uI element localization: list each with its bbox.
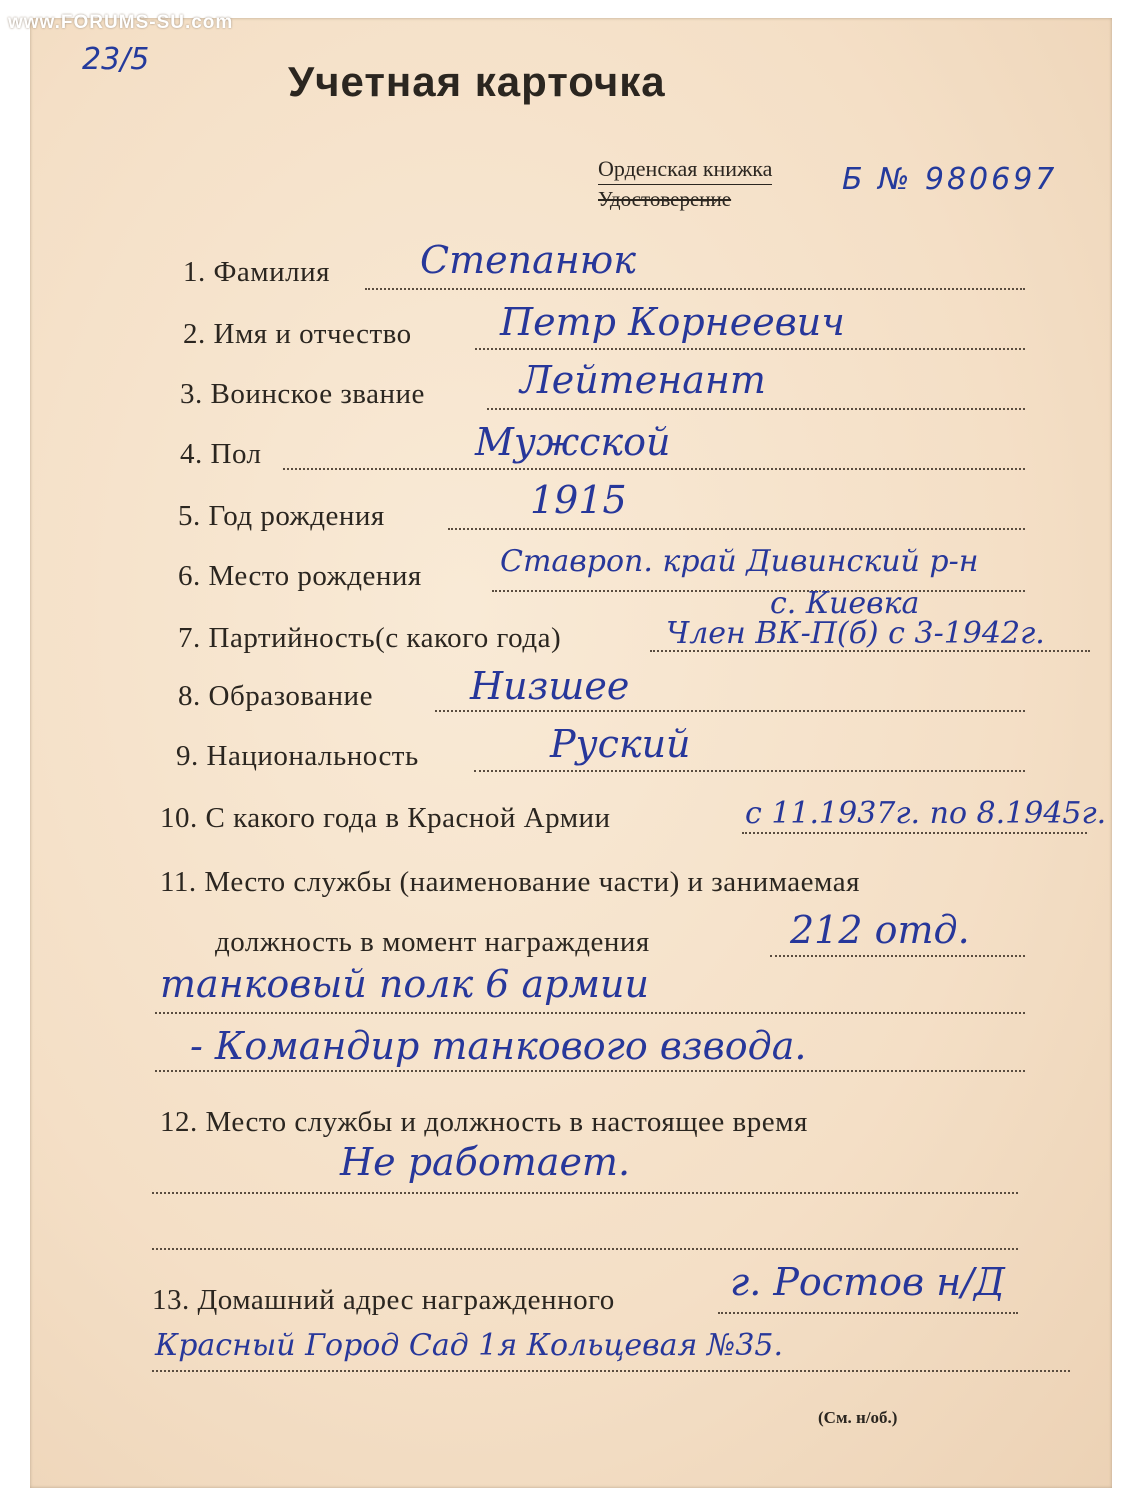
field-line bbox=[770, 955, 1025, 957]
field-line bbox=[152, 1370, 1070, 1372]
field-line bbox=[435, 710, 1025, 712]
field-line bbox=[474, 770, 1025, 772]
field-value-current-job: Не работает. bbox=[340, 1140, 631, 1184]
field-label-education: 8. Образование bbox=[178, 680, 373, 712]
order-book-block bbox=[598, 156, 772, 212]
field-label-home-address: 13. Домашний адрес награжденного bbox=[152, 1284, 615, 1316]
field-line bbox=[155, 1070, 1025, 1072]
watermark: www.FORUMS-SU.com bbox=[8, 12, 234, 33]
field-value-gender: Мужской bbox=[475, 420, 671, 464]
field-label-party: 7. Партийность(с какого года) bbox=[178, 622, 562, 654]
field-value-party: Член ВК-П(б) с 3-1942г. bbox=[666, 616, 1045, 651]
field-value-birthplace: Ставроп. край Дивинский р-н bbox=[500, 544, 979, 579]
field-value-name: Петр Корнеевич bbox=[500, 300, 845, 344]
field-line bbox=[742, 832, 1087, 834]
field-line bbox=[492, 590, 1025, 592]
field-value-surname: Степанюк bbox=[420, 238, 636, 282]
corner-annotation: 23/5 bbox=[82, 42, 150, 77]
field-label-position: должность в момент награждения bbox=[215, 926, 650, 958]
field-value-city: г. Ростов н/Д bbox=[730, 1260, 1005, 1304]
footnote: (См. н/об.) bbox=[818, 1408, 898, 1427]
field-value-nationality: Руский bbox=[550, 722, 691, 766]
field-line bbox=[475, 348, 1025, 350]
field-line bbox=[448, 528, 1025, 530]
field-label-service-place: 11. Место службы (наименование части) и занимаемая bbox=[160, 866, 860, 898]
field-label-current-job: 12. Место службы и должность в настоящее время bbox=[160, 1106, 808, 1138]
field-line bbox=[152, 1248, 1018, 1250]
field-value-birth-year: 1915 bbox=[530, 478, 627, 522]
field-label-gender: 4. Пол bbox=[180, 438, 262, 470]
field-value-role: - Командир танкового взвода. bbox=[190, 1024, 807, 1068]
field-label-surname: 1. Фамилия bbox=[183, 256, 330, 288]
field-label-rank: 3. Воинское звание bbox=[180, 378, 425, 410]
field-value-regiment: танковый полк 6 армии bbox=[160, 962, 649, 1006]
field-label-birth-year: 5. Год рождения bbox=[178, 500, 385, 532]
field-label-army-since: 10. С какого года в Красной Армии bbox=[160, 802, 611, 834]
field-line bbox=[365, 288, 1025, 290]
field-label-birthplace: 6. Место рождения bbox=[178, 560, 422, 592]
field-line bbox=[718, 1312, 1018, 1314]
certificate-label: Удостоверение bbox=[598, 187, 732, 211]
field-line bbox=[155, 1012, 1025, 1014]
field-value-unit: 212 отд. bbox=[790, 908, 970, 952]
field-label-name: 2. Имя и отчество bbox=[183, 318, 412, 350]
card-title: Учетная карточка bbox=[288, 58, 666, 105]
field-value-rank: Лейтенант bbox=[520, 358, 766, 402]
field-line bbox=[487, 408, 1025, 410]
field-line bbox=[283, 468, 1025, 470]
order-book-label: Орденская книжка bbox=[598, 156, 772, 185]
field-value-village: с. Киевка bbox=[770, 586, 920, 621]
field-value-address: Красный Город Сад 1я Кольцевая №35. bbox=[155, 1328, 784, 1363]
field-label-nationality: 9. Национальность bbox=[176, 740, 419, 772]
field-value-army-since: с 11.1937г. по 8.1945г. bbox=[745, 796, 1107, 831]
field-line bbox=[152, 1192, 1018, 1194]
field-value-education: Низшее bbox=[470, 664, 630, 708]
order-book-number: Б № 980697 bbox=[842, 162, 1058, 197]
